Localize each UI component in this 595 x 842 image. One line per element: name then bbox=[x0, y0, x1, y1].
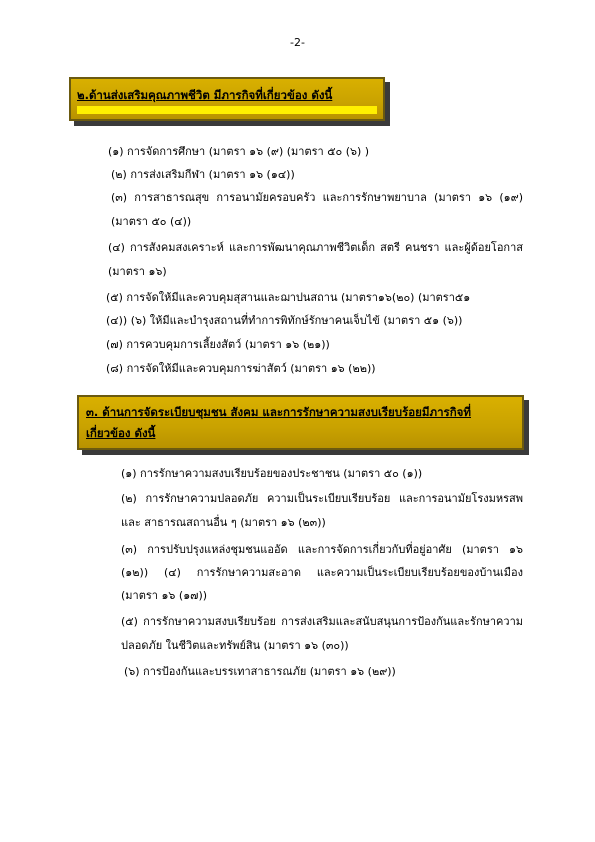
section-3-title: ๓. ด้านการจัดระเบียบชุมชน สังคม และการรักษาความสงบเรียบร้อยมีภารกิจที่เกี่ยวข้อง ดังนี้ bbox=[86, 405, 471, 440]
section-2-item-3: (๓) การสาธารณสุข การอนามัยครอบครัว และการรักษาพยาบาล (มาตรา ๑๖ (๑๙)(มาตรา ๕๐ (๔)) bbox=[111, 191, 523, 228]
section-3-item-3: (๓) การปรับปรุงแหล่งชุมชนแออัด และการจัดการเกี่ยวกับที่อยู่อาศัย (มาตรา ๑๖ (๑๒)) (๔) การรักษาความสะอาด และความเป็นระเบียบเรียบร้อยของบ้านเมือง (มาตรา ๑๖ (๑๗)) bbox=[121, 543, 523, 602]
section-3-item-4: (๕) การรักษาความสงบเรียบร้อย การส่งเสริมและสนับสนุนการป้องกันและรักษาความปลอดภัย ในชีวิตและทรัพย์สิน (มาตรา ๑๖ (๓๐)) bbox=[121, 615, 523, 652]
section-2-item-8: (๘) การจัดให้มีและควบคุมการฆ่าสัตว์ (มาตรา ๑๖ (๒๒)) bbox=[106, 362, 376, 375]
section-3-header-box bbox=[77, 395, 524, 450]
section-2-title: ๒.ด้านส่งเสริมคุณภาพชีวิต มีภารกิจที่เกี่ยวข้อง ดังนี้ bbox=[77, 88, 333, 102]
section-2-item-1: (๑) การจัดการศึกษา (มาตรา ๑๖ (๙) (มาตรา ๕๐ (๖) ) bbox=[108, 145, 370, 158]
section-3-item-2: (๒) การรักษาความปลอดภัย ความเป็นระเบียบเรียบร้อย และการอนามัยโรงมหรสพและ สาธารณสถานอื่น ๆ (มาตรา ๑๖ (๒๓)) bbox=[121, 492, 523, 529]
section-2-item-5: (๕) การจัดให้มีและควบคุมสุสานและฌาปนสถาน (มาตรา๑๖(๒๐) (มาตรา๕๑ bbox=[106, 291, 471, 304]
section-2-item-4: (๔) การสังคมสงเคราะห์ และการพัฒนาคุณภาพชีวิตเด็ก สตรี คนชรา และผู้ด้อยโอกาส (มาตรา ๑๖) bbox=[108, 241, 523, 278]
page-number: -2- bbox=[290, 36, 305, 49]
section-2-header-box bbox=[69, 77, 385, 121]
section-2-item-6: (๔)) (๖) ให้มีและบำรุงสถานที่ทำการพิทักษ์รักษาคนเจ็บไข้ (มาตรา ๕๑ (๖)) bbox=[106, 314, 463, 327]
section-3-item-1: (๑) การรักษาความสงบเรียบร้อยของประชาชน (มาตรา ๕๐ (๑)) bbox=[121, 467, 423, 480]
section-3-item-5: (๖) การป้องกันและบรรเทาสาธารณภัย (มาตรา ๑๖ (๒๙)) bbox=[124, 665, 396, 678]
section-2-highlight-bar bbox=[77, 106, 377, 114]
section-2-item-7: (๗) การควบคุมการเลี้ยงสัตว์ (มาตรา ๑๖ (๒๑)) bbox=[106, 338, 330, 351]
section-2-item-2: (๒) การส่งเสริมกีฬา (มาตรา ๑๖ (๑๔)) bbox=[111, 168, 295, 181]
